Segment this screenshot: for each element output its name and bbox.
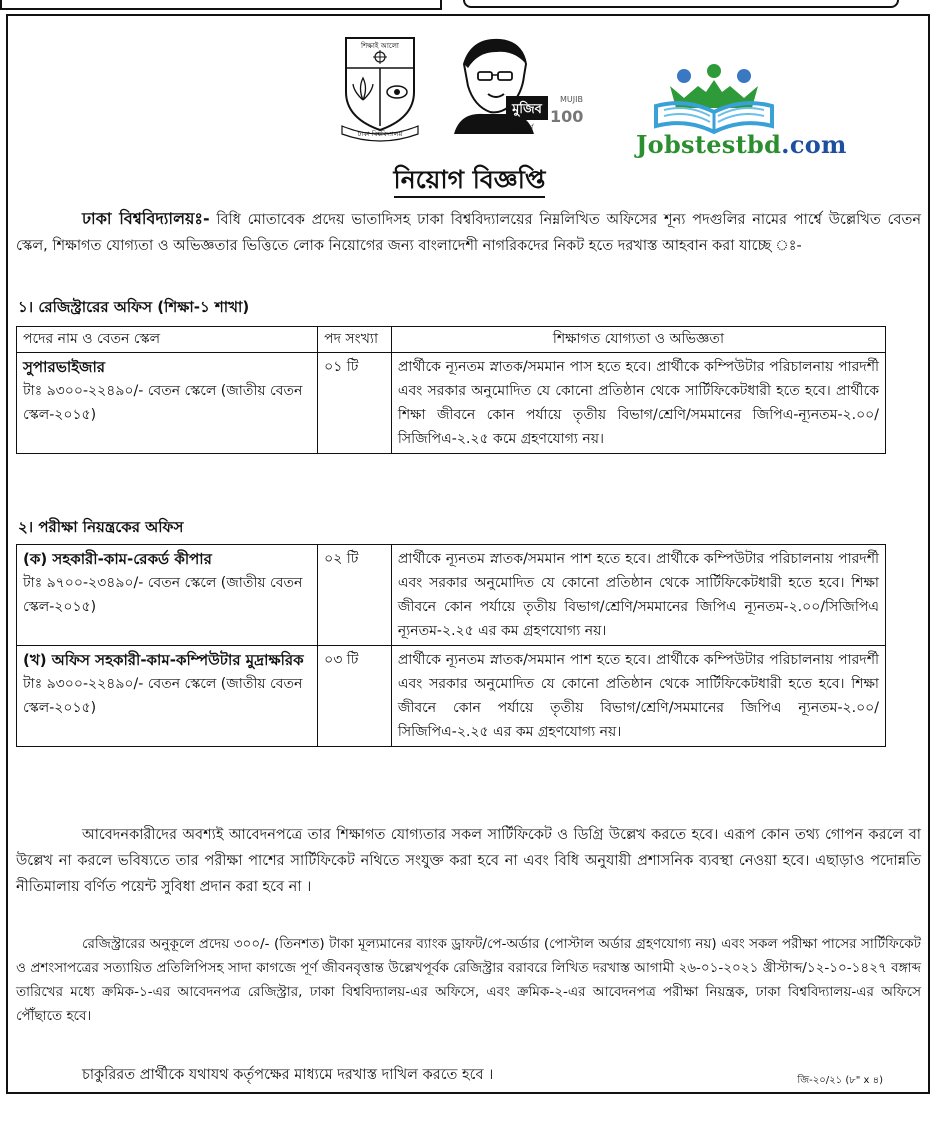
post-pay-scale: টাঃ ৯৭০০-২৩৪৯০/- বেতন স্কেলে (জাতীয় বেতন স্কেল-২০১৫) <box>23 575 303 615</box>
application-paragraph: রেজিস্ট্রারের অনুকূলে প্রদেয় ৩০০/- (তিনশত) টাকা মূল্যমানের ব্যাংক ড্রাফট/পে-অর্ডার (পোস্টাল অর্ডার গ্রহণযোগ্য নয়) এবং সকল পরীক্ষা পাসের সার্টিফিকেট ও প্রশংসাপত্রের সত্যায়িত প্রতিলিপিসহ সাদা কাগজে পূর্ণ জীবনবৃত্তান্ত উল্লেখপূর্বক রেজিস্ট্রার বরাবরে লিখিত দরখাস্ত আগামী ২৬-০১-২০২১ খ্রীস্টাব্দ/১২-১০-১৪২৭ বঙ্গাব্দ তারিখের মধ্যে ক্রমিক-১-এর আবেদনপত্র রেজিস্ট্রার, ঢাকা বিশ্ববিদ্যালয়-এর অফিসে, এবং ক্রমিক-২-এর আবেদনপত্র পরীক্ষা নিয়ন্ত্রক, ঢাকা বিশ্ববিদ্যালয়-এর অফিসে পৌঁছাতে হবে। <box>16 936 921 1024</box>
post-count: ০১ টি <box>318 353 392 454</box>
jobstestbd-book-people-logo <box>648 64 780 134</box>
mujib-bn-text: মুজিব <box>512 102 542 117</box>
seal-name: ঢাকা বিশ্ববিদ্যালয় <box>357 130 403 138</box>
jobstestbd-tld: .com <box>781 130 847 159</box>
seal-motto: শিক্ষাই আলো <box>361 42 399 50</box>
table-row <box>17 646 886 747</box>
post-qualification: প্রার্থীকে ন্যূনতম স্নাতক/সমমান পাশ হতে হবে। প্রার্থীকে কম্পিউটার পরিচালনায় পারদর্শী এবং সরকার অনুমোদিত যে কোনো প্রতিষ্ঠান থেকে সার্টিফিকেটধারী হতে হবে। শিক্ষা জীবনে কোন পর্যায়ে তৃতীয় বিভাগ/শ্রেণি/সমমানের জিপিএ ন্যূনতম-২.০০/সিজিপিএ ন্যূনতম-২.২৫ এর কম গ্রহণযোগ্য নয়। <box>391 545 885 646</box>
post-title: (ক) সহকারী-কাম-রেকর্ড কীপার <box>23 550 212 568</box>
section-heading-registrar: ১। রেজিস্ট্রারের অফিস (শিক্ষা-১ শাখা) <box>18 298 250 316</box>
intro-paragraph <box>16 206 921 259</box>
post-cell <box>17 545 318 646</box>
dhaka-university-seal-logo <box>338 30 422 142</box>
top-border-left <box>0 0 442 10</box>
employed-candidates-paragraph: চাকুরিরত প্রার্থীকে যথাযথ কর্তৃপক্ষের মাধ্যমে দরখাস্ত দাখিল করতে হবে । <box>82 1067 494 1083</box>
post-pay-scale: টাঃ ৯৩০০-২২৪৯০/- বেতন স্কেলে (জাতীয় বেতন স্কেল-২০১৫) <box>23 676 303 716</box>
post-count: ০২ টি <box>318 545 392 646</box>
mujib-en-text: MUJIB <box>560 95 583 104</box>
post-qualification: প্রার্থীকে ন্যূনতম স্নাতক/সমমান পাস হতে হবে। প্রার্থীকে কম্পিউটার পরিচালনায় পারদর্শী এবং সরকার অনুমোদিত যে কোনো প্রতিষ্ঠান থেকে সার্টিফিকেটধারী হতে হবে। প্রার্থীকে শিক্ষা জীবনে কোন পর্যায়ে তৃতীয় বিভাগ/শ্রেণি/সমমানের জিপিএ-ন্যূনতম-২.০০/সিজিপিএ-২.২৫ কমে গ্রহণযোগ্য নয়। <box>391 353 885 454</box>
post-cell <box>17 353 318 454</box>
exam-controller-jobs-table <box>16 544 886 747</box>
header-qualification: শিক্ষাগত যোগ্যতা ও অভিজ্ঞতা <box>391 327 885 353</box>
header-post-count: পদ সংখ্যা <box>318 327 392 353</box>
jobstestbd-watermark <box>636 130 847 159</box>
top-border-right <box>463 0 899 8</box>
table-row <box>17 353 886 454</box>
intro-lead: ঢাকা বিশ্ববিদ্যালয়ঃ- <box>82 209 210 228</box>
registrar-jobs-table <box>16 326 886 454</box>
mujib-100-text: 100 <box>550 107 584 126</box>
jobstestbd-brand: Jobstestbd <box>636 130 782 159</box>
post-count: ০৩ টি <box>318 646 392 747</box>
notice-reference-code: জি-২০/২১ (৮" x ৪) <box>797 1075 883 1086</box>
header-post-name: পদের নাম ও বেতন স্কেল <box>17 327 318 353</box>
table-row <box>17 545 886 646</box>
top-strip <box>0 0 939 12</box>
notice-title: নিয়োগ বিজ্ঞপ্তি <box>0 160 939 203</box>
table-header-row <box>17 327 886 353</box>
section-heading-exam-controller: ২। পরীক্ষা নিয়ন্ত্রকের অফিস <box>18 518 184 536</box>
post-title: সুপারভাইজার <box>23 358 106 376</box>
certificate-paragraph: আবেদনকারীদের অবশ্যই আবেদনপত্রে তার শিক্ষাগত যোগ্যতার সকল সার্টিফিকেট ও ডিগ্রি উল্লেখ করতে হবে। এরূপ কোন তথ্য গোপন করলে বা উল্লেখ না করলে ভবিষ্যতে তার পরীক্ষা পাশের সার্টিফিকেট নথিতে সংযুক্ত করা হবে না এবং বিধি অনুযায়ী প্রশাসনিক ব্যবস্থা নেওয়া হবে। এছাড়াও পদোন্নতি নীতিমালায় বর্ণিত পয়েন্ট সুবিধা প্রদান করা হবে না । <box>16 827 921 895</box>
post-pay-scale: টাঃ ৯৩০০-২২৪৯০/- বেতন স্কেলে (জাতীয় বেতন স্কেল-২০১৫) <box>23 383 303 423</box>
mujib-100-logo <box>444 34 592 134</box>
mujib-shatabarsha-text: শতবর্ষ <box>516 124 534 132</box>
post-qualification: প্রার্থীকে ন্যূনতম স্নাতক/সমমান পাশ হতে হবে। প্রার্থীকে কম্পিউটার পরিচালনায় পারদর্শী এবং সরকার অনুমোদিত যে কোনো প্রতিষ্ঠান থেকে সার্টিফিকেটধারী হতে হবে। শিক্ষা জীবনে কোন পর্যায়ে তৃতীয় বিভাগ/শ্রেণি/সমমানের জিপিএ ন্যূনতম-২.০০/সিজিপিএ-২.২৫ এর কম গ্রহণযোগ্য নয়। <box>391 646 885 747</box>
intro-text: বিধি মোতাবেক প্রদেয় ভাতাদিসহ ঢাকা বিশ্ববিদ্যালয়ের নিম্নলিখিত অফিসের শূন্য পদগুলির নামের পার্শ্বে উল্লেখিত বেতন স্কেল, শিক্ষাগত যোগ্যতা ও অভিজ্ঞতার ভিত্তিতে লোক নিয়োগের জন্য বাংলাদেশী নাগরিকদের নিকট হতে দরখাস্ত আহবান করা যাচ্ছে ঃ- <box>16 212 921 254</box>
post-cell <box>17 646 318 747</box>
post-title: (খ) অফিস সহকারী-কাম-কম্পিউটার মুদ্রাক্ষরিক <box>23 651 304 669</box>
